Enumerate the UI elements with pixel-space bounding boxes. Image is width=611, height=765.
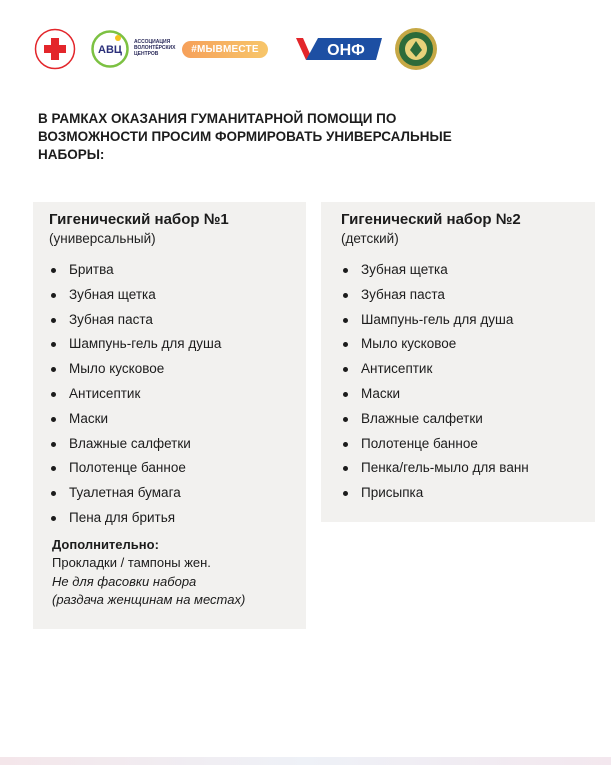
avc-logo <box>91 30 129 68</box>
list-item: Зубная паста <box>341 286 595 311</box>
kit-2-subtitle: (детский) <box>341 231 399 246</box>
list-item: Мыло кусковое <box>341 335 595 360</box>
avc-caption: АССОЦИАЦИЯ ВОЛОНТЁРСКИХ ЦЕНТРОВ <box>134 39 176 57</box>
list-item: Зубная щетка <box>49 286 306 311</box>
list-item: Бритва <box>49 261 306 286</box>
list-item: Туалетная бумага <box>49 484 306 509</box>
list-item: Полотенце банное <box>49 459 306 484</box>
avc-mark: АВЦ <box>98 44 122 56</box>
kit-1-items <box>49 261 306 534</box>
list-item: Пена для бритья <box>49 509 306 534</box>
list-item: Шампунь-гель для душа <box>341 311 595 336</box>
list-item: Присыпка <box>341 484 595 509</box>
extra-title: Дополнительно: <box>52 536 159 552</box>
list-item: Зубная щетка <box>341 261 595 286</box>
list-item: Пенка/гель-мыло для ванн <box>341 459 595 484</box>
bottom-decoration <box>0 757 611 765</box>
extra-text: Прокладки / тампоны жен. <box>52 555 211 571</box>
list-item: Шампунь-гель для душа <box>49 335 306 360</box>
kit-1-title: Гигенический набор №1 <box>49 211 229 228</box>
list-item: Антисептик <box>49 385 306 410</box>
list-item: Полотенце банное <box>341 435 595 460</box>
list-item: Влажные салфетки <box>341 410 595 435</box>
list-item: Антисептик <box>341 360 595 385</box>
kit-2-items <box>341 261 595 509</box>
kit-1-extra <box>49 536 306 610</box>
kit-2-title: Гигенический набор №2 <box>341 211 521 228</box>
onf-logo <box>296 36 382 62</box>
list-item: Маски <box>49 410 306 435</box>
kit-1-subtitle: (универсальный) <box>49 231 156 246</box>
list-item: Мыло кусковое <box>49 360 306 385</box>
emblem-icon <box>394 26 438 72</box>
kit-1-card <box>33 202 306 629</box>
extra-note: (раздача женщинам на местах) <box>52 592 246 608</box>
kit-2-card <box>321 202 595 522</box>
partner-logos <box>34 26 444 72</box>
onf-text: ОНФ <box>327 42 365 59</box>
red-cross-logo <box>34 28 76 70</box>
list-item: Влажные салфетки <box>49 435 306 460</box>
list-item: Зубная паста <box>49 311 306 336</box>
intro-text: В РАМКАХ ОКАЗАНИЯ ГУМАНИТАРНОЙ ПОМОЩИ ПО ВОЗМОЖНОСТИ ПРОСИМ ФОРМИРОВАТЬ УНИВЕРСАЛЬНЫЕ НАБОРЫ: <box>38 111 452 162</box>
extra-note: Не для фасовки набора <box>52 573 197 589</box>
list-item: Маски <box>341 385 595 410</box>
hashtag-badge: #МЫВМЕСТЕ <box>182 41 268 58</box>
